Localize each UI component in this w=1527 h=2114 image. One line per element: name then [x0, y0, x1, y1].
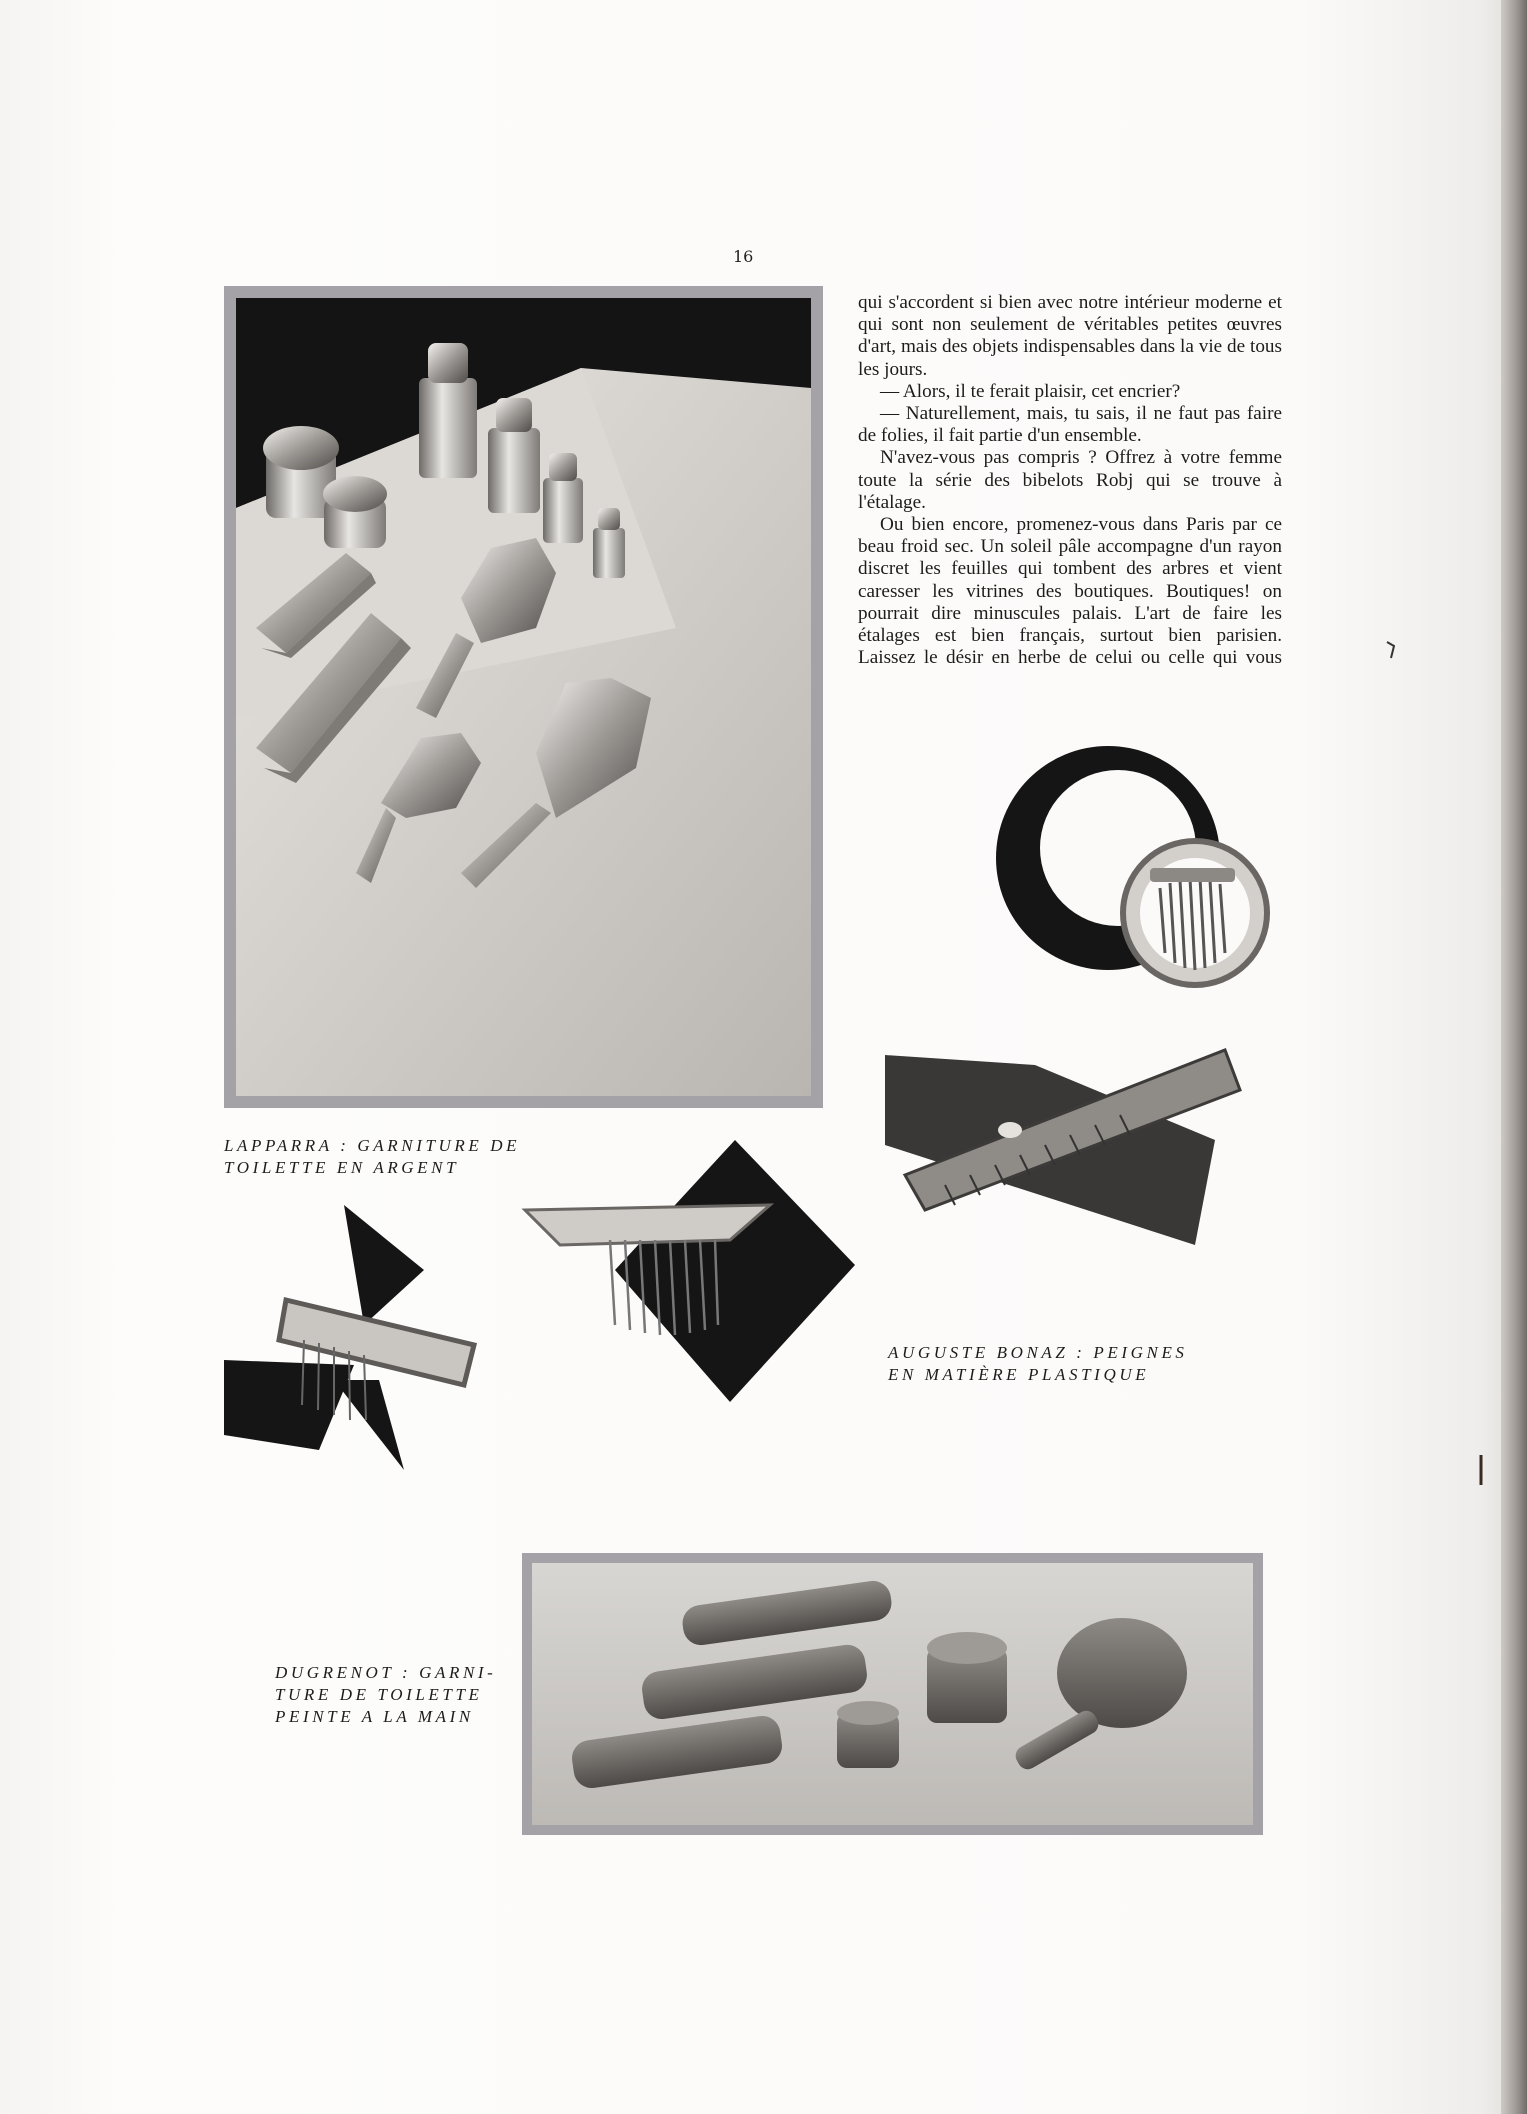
paragraph: — Alors, il te ferait plaisir, cet encrier?	[880, 380, 1181, 402]
article-text-column	[858, 292, 1282, 669]
paragraph: — Naturellement, mais, tu sais, il ne faut pas faire de folies, il fait partie d'un ensemble.	[858, 403, 1282, 447]
bonaz-caption	[888, 1342, 1188, 1386]
caption-line: TURE DE TOILETTE	[275, 1685, 483, 1704]
dugrenot-photo-frame	[522, 1553, 1263, 1835]
page-number: 16	[733, 247, 754, 266]
lapparra-photo-frame	[224, 286, 823, 1108]
ink-mark	[1477, 1455, 1485, 1485]
caption-line: PEINTE A LA MAIN	[275, 1707, 474, 1726]
lapparra-caption	[224, 1135, 520, 1179]
caption-line: EN MATIÈRE PLASTIQUE	[888, 1365, 1150, 1384]
ring-comb-photo	[990, 738, 1280, 998]
paragraph: Ou bien encore, promenez-vous dans Paris par ce beau froid sec. Un soleil pâle accompagne d'un rayon discret les feuilles qui tombent des arbres et vient caresser les vitrines des boutiques. Boutiques! on pourrait dire minuscules palais. L'art de faire les étalages est bien français, surtout bien parisien. Laissez le désir en herbe de celui ou celle qui vous	[858, 514, 1282, 669]
caption-line: AUGUSTE BONAZ : PEIGNES	[888, 1343, 1188, 1362]
geometric-comb-photo	[224, 1205, 494, 1470]
ink-mark	[1385, 640, 1397, 660]
comb-case-photo	[885, 1045, 1255, 1255]
page-edge	[1501, 0, 1527, 2114]
caption-line: TOILETTE EN ARGENT	[224, 1158, 460, 1177]
paragraph: N'avez-vous pas compris ? Offrez à votre femme toute la série des bibelots Robj qui se trouve à l'étalage.	[858, 447, 1282, 513]
lapparra-photo	[236, 298, 811, 1096]
caption-line: LAPPARRA : GARNITURE DE	[224, 1136, 521, 1155]
diamond-comb-photo	[520, 1140, 860, 1405]
paragraph: qui s'accordent si bien avec notre intérieur moderne et qui sont non seulement de véritables petites œuvres d'art, mais des objets indispensables dans la vie de tous les jours.	[858, 292, 1282, 380]
dugrenot-caption	[275, 1662, 496, 1728]
dugrenot-photo	[532, 1563, 1253, 1825]
caption-line: DUGRENOT : GARNI-	[275, 1663, 497, 1682]
